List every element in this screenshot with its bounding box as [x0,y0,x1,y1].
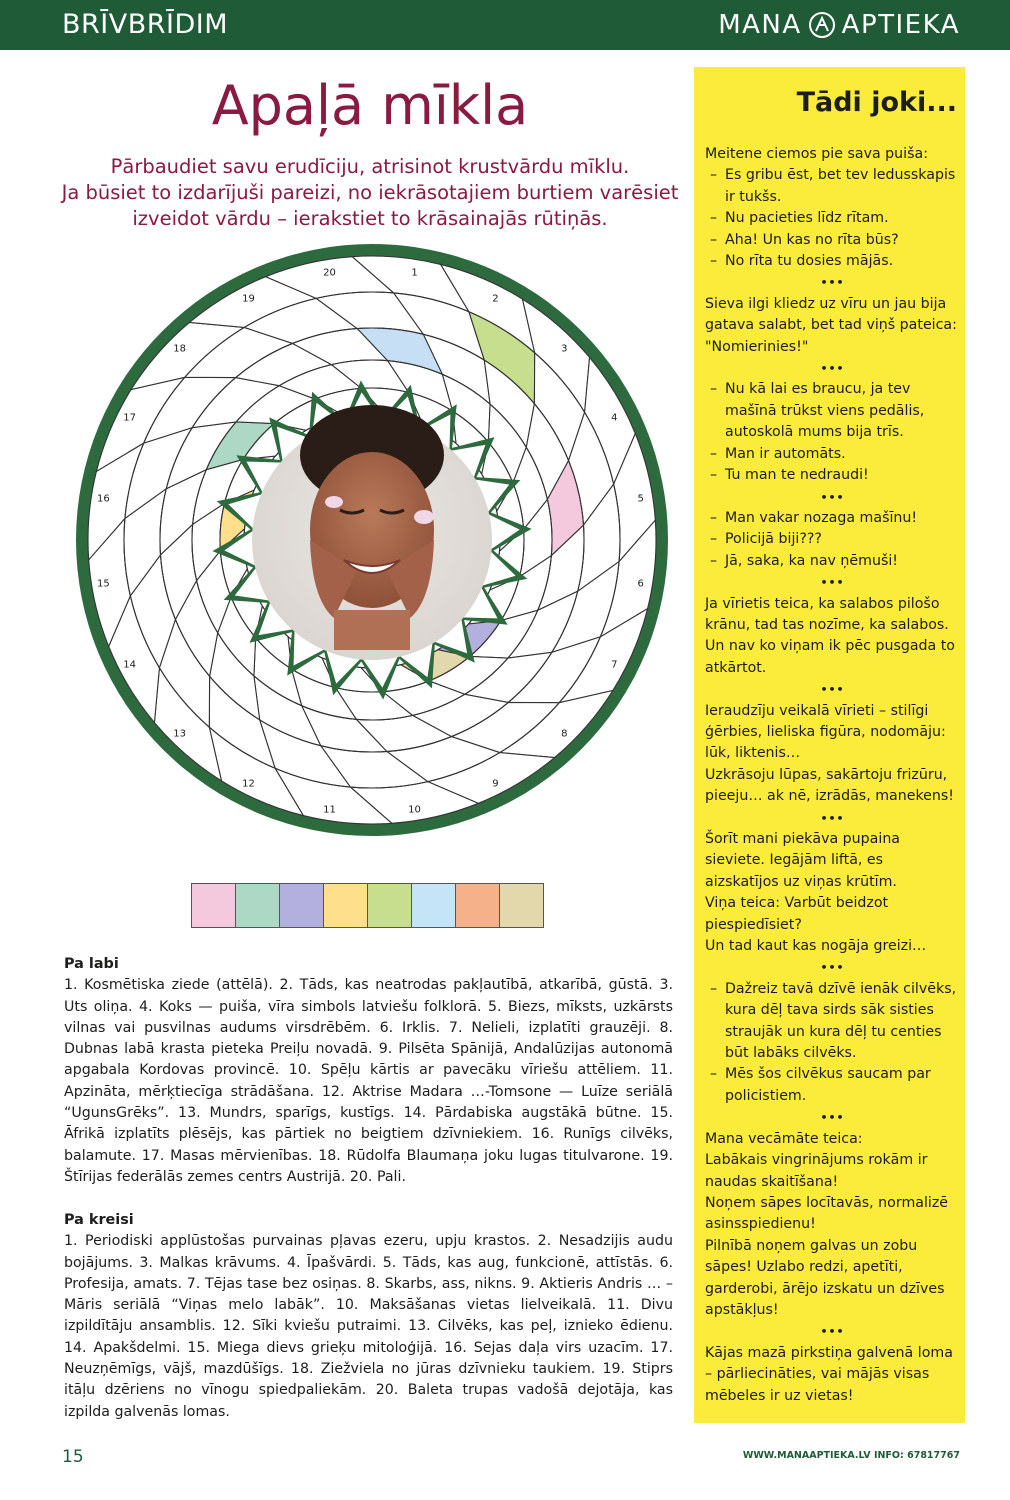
clues-right [64,954,673,1188]
puzzle-title: Apaļā mīkla [211,74,529,137]
answer-cell[interactable] [456,884,500,927]
joke-separator: ••• [820,1325,845,1339]
joke-line: Pilnībā noņem galvas un zobu sāpes! Uzlabo redzi, apetīti, garderobi, ārējo izskatu un dzīves apstākļus! [705,1237,945,1318]
puzzle-number: 1 [411,267,418,279]
joke-dialogue-line: – Jā, saka, ka nav ņēmuši! [705,551,960,572]
clues-right-heading: Pa labi [64,956,119,972]
round-crossword-puzzle [72,240,672,840]
joke-dialogue-line: – Dažreiz tavā dzīvē ienāk cilvēks, kura dēļ tava sirds sāk sisties straujāk un kura dēļ tu centies būt labāks cilvēks. [705,979,960,1065]
answer-cell[interactable] [368,884,412,927]
clues-left-text: 1. Periodiski applūstošas purvainas pļavas ezeru, upju krastos. 2. Nesadzijis audu bojājums. 3. Malkas krāvums. 4. Īpašvārdi. 5. Tāds, kas aug, funkcionē, attīstās. 6. Profesija, amats. 7. Tējas tase bez osiņas. 8. Skarbs, ass, nikns. 9. Aktieris Andris … – Māris seriālā “Viņas melo labāk”. 10. Maksāšanas vietas lielveikalā. 11. Divu izpildītāju ansamblis. 12. Sīki kviešu putraimi. 13. Cilvēks, kas peļ, iznieko ēdienu. 14. Apakšdelmi. 15. Miega dievs grieķu mitoloģijā. 16. Sejas daļa virs uzacīm. 17. Neuzņēmīgs, vājš, mazdūšīgs. 18. Ziežviela no jūras dzīvnieku taukiem. 19. Stiprs itāļu dzēriens no vīnogu spiedpaliekām. 20. Baleta trupas vadošā dejotāja, kas izpilda galvenās lomas. [64,1233,673,1420]
puzzle-number: 7 [611,659,618,671]
puzzle-number: 20 [323,267,336,279]
answer-cell[interactable] [500,884,543,927]
footer-contact: WWW.MANAAPTIEKA.LV INFO: 67817767 [742,1450,960,1461]
joke-separator: ••• [820,1111,845,1125]
answer-cell[interactable] [324,884,368,927]
top-bar [0,0,1010,50]
joke-line: Un tad kaut kas nogāja greizi… [705,938,927,955]
joke-separator: ••• [820,490,845,504]
puzzle-number: 12 [242,778,255,790]
joke-dialogue-line: – Policijā biji??? [705,529,960,550]
puzzle-number: 13 [173,728,187,740]
puzzle-number: 6 [637,578,644,590]
instruction-line: izveidot vārdu – ierakstiet to krāsainajās rūtiņās. [132,207,608,230]
clues-left [64,1210,673,1423]
puzzle-number: 8 [561,728,568,740]
jokes-list [705,144,960,1407]
brand-name-part1: MANA [718,10,802,40]
clues-right-text: 1. Kosmētiska ziede (attēlā). 2. Tāds, kas neatrodas pakļautībā, atkarībā, gūstā. 3. Uts oliņa. 4. Koks — puiša, vīra simbols latviešu folklorā. 5. Biezs, mīksts, uzkārsts vilnas vai pusvilnas audums virsdrēbēm. 6. Irklis. 7. Nelieli, izplatīti grauzēji. 8. Dubnas labā krasta pieteka Preiļu novadā. 9. Pilsēta Spānijā, Andalūzijas autonomā apgabala Kordovas provincē. 10. Spēļu kārtis ar pavecāku vīriešu attēliem. 11. Apzināta, mērķtiecīga strādāšana. 12. Aktrise Madara …-Tomsone — Luīze seriālā “UgunsGrēks”. 13. Mundrs, sparīgs, kustīgs. 14. Pārdabiska augstākā būtne. 15. Āfrikā izplatīts plēsējs, kas pārtiek no beigtiem dzīvniekiem. 16. Runīgs cilvēks, balamute. 17. Masas mērvienības. 18. Rūdolfa Blaumaņa joku lugas titulvarone. 19. Štīrijas federālās zemes centrs Austrijā. 20. Pali. [64,977,673,1185]
puzzle-number: 10 [408,804,421,816]
puzzle-number: 11 [323,804,336,816]
joke-line: Mana vecāmāte teica: [705,1130,863,1147]
puzzle-number: 16 [96,493,110,505]
joke-line: Ja vīrietis teica, ka salabos pilošo krānu, tad tas nozīme, ka salabos. Un nav ko viņam ik pēc pusgada to atkārtot. [705,595,955,676]
instruction-line: Ja būsiet to izdarījuši pareizi, no iekrāsotajiem burtiem varēsiet [61,181,679,204]
brand-logo [718,10,960,40]
answer-cell[interactable] [412,884,456,927]
section-title: BRĪVBRĪDIM [62,9,229,40]
joke-dialogue-line: – Tu man te nedraudi! [705,465,960,486]
joke-line: Sieva ilgi kliedz uz vīru un jau bija gatava salabt, bet tad viņš pateica: "Nomierinies!" [705,295,957,355]
answer-cell[interactable] [236,884,280,927]
jokes-sidebar [694,67,965,1423]
joke-dialogue-line: – Man ir automāts. [705,444,960,465]
puzzle-number: 15 [96,578,110,590]
joke-line: Uzkrāsoju lūpas, sakārtoju frizūru, pieeju… ak nē, izrādās, manekens! [705,766,954,805]
page-number: 15 [62,1447,84,1467]
instruction-line: Pārbaudiet savu erudīciju, atrisinot krustvārdu mīklu. [110,155,630,178]
joke-dialogue-line: – Es gribu ēst, bet tev ledusskapis ir tukšs. [705,165,960,208]
puzzle-number: 9 [492,778,499,790]
pharmacy-logo-icon [808,11,836,39]
brand-name-part2: APTIEKA [841,10,960,40]
joke-separator: ••• [820,276,845,290]
joke-line: Šorīt mani piekāva pupaina sieviete. Iegājām liftā, es aizskatījos uz viņas krūtīm. [705,831,901,890]
answer-cell[interactable] [280,884,324,927]
jokes-title: Tādi joki... [796,87,957,118]
joke-line: Noņem sāpes locītavās, normalizē asinsspiedienu! [705,1194,949,1233]
joke-dialogue-line: – No rīta tu dosies mājās. [705,251,960,272]
puzzle-number: 19 [242,293,255,305]
joke-dialogue-line: – Aha! Un kas no rīta būs? [705,230,960,251]
joke-separator: ••• [820,811,845,825]
answer-cell[interactable] [192,884,236,927]
puzzle-number: 18 [173,343,187,355]
puzzle-instructions [40,154,700,232]
joke-line: Meitene ciemos pie sava puiša: [705,146,928,162]
joke-dialogue-line: – Man vakar nozaga mašīnu! [705,508,960,529]
clues-left-heading: Pa kreisi [64,1212,134,1228]
joke-line: Viņa teica: Varbūt beidzot piespiedīsiet? [705,895,889,933]
puzzle-number: 17 [123,412,137,424]
joke-separator: ••• [820,683,845,697]
joke-separator: ••• [820,576,845,590]
puzzle-number: 4 [611,412,618,424]
puzzle-number: 3 [561,343,568,355]
joke-separator: ••• [820,961,845,975]
puzzle-number: 14 [123,659,137,671]
joke-line: Labākais vingrinājums rokām ir naudas skaitīšana! [705,1152,928,1190]
joke-line: Kājas mazā pirkstiņa galvenā loma – pārliecināties, vai mājās visas mēbeles ir uz vietas! [705,1344,953,1404]
joke-dialogue-line: – Nu pacieties līdz rītam. [705,208,960,229]
puzzle-number: 5 [637,493,644,505]
joke-dialogue-line: – Nu kā lai es braucu, ja tev mašīnā trūkst viens pedālis, autoskolā mums bija trīs. [705,379,960,443]
joke-line: Ieraudzīju veikalā vīrieti – stilīgi ģērbies, lieliska figūra, nodomāju: lūk, liktenis… [705,702,946,762]
joke-dialogue-line: – Mēs šos cilvēkus saucam par policistiem. [705,1064,960,1107]
answer-boxes [191,883,544,928]
joke-separator: ••• [820,362,845,376]
puzzle-number: 2 [492,293,499,305]
